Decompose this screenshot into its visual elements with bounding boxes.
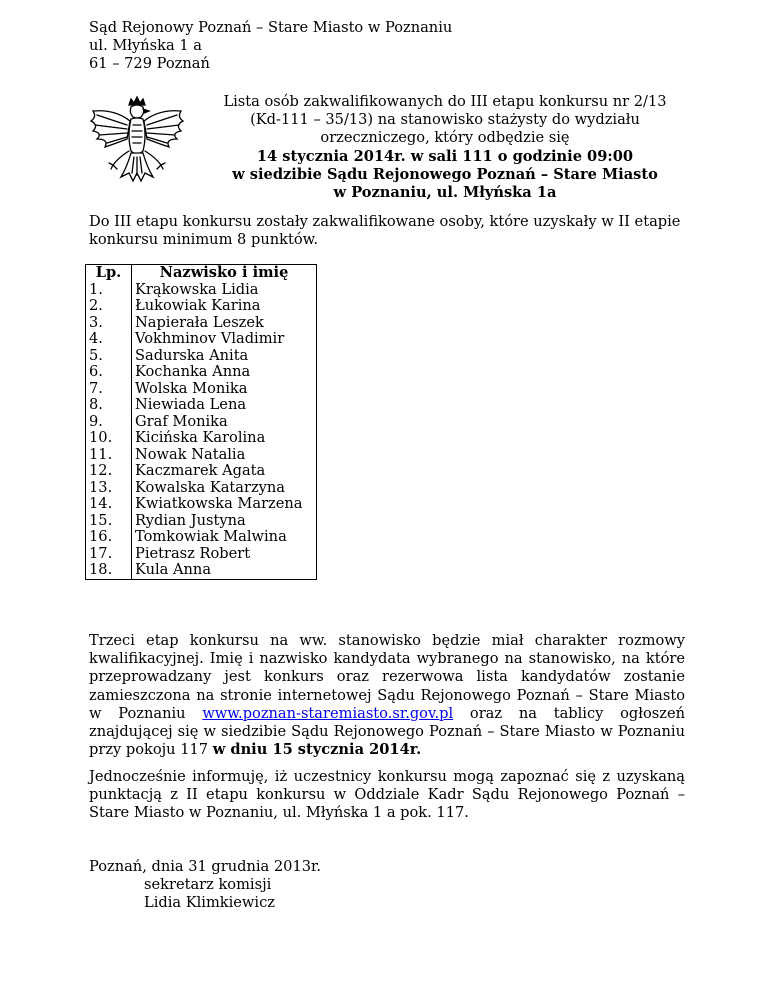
court-name: Sąd Rejonowy Poznań – Stare Miasto w Poznaniu: [89, 19, 453, 36]
candidate-name: Łukowiak Karina: [132, 298, 317, 315]
row-number: 10.: [86, 430, 132, 447]
candidate-name: Kula Anna: [132, 562, 317, 579]
scores-info-paragraph: Jednocześnie informuję, iż uczestnicy konkursu mogą zapoznać się z uzyskaną punktacją z II etapu konkursu w Oddziale Kadr Sądu Rejonowego Poznań – Stare Miasto w Poznaniu, ul. Młyńska 1 a pok. 117.: [89, 768, 685, 822]
row-number: 18.: [86, 562, 132, 579]
column-header-lp: Lp.: [86, 265, 132, 282]
table-header-row: [86, 265, 317, 282]
table-row: [86, 414, 317, 431]
row-number: 8.: [86, 397, 132, 414]
table-row: [86, 513, 317, 530]
candidate-name: Wolska Monika: [132, 381, 317, 398]
candidate-name: Napierała Leszek: [132, 315, 317, 332]
row-number: 11.: [86, 447, 132, 464]
court-address: [89, 19, 452, 74]
polish-eagle-emblem-icon: [87, 95, 187, 187]
table-row: [86, 430, 317, 447]
row-number: 5.: [86, 348, 132, 365]
signer-role: sekretarz komisji: [144, 876, 272, 894]
court-street: ul. Młyńska 1 a: [89, 37, 202, 55]
row-number: 2.: [86, 298, 132, 315]
title-line: Lista osób zakwalifikowanych do III etapu konkursu nr 2/13: [223, 93, 667, 110]
title-venue-line: w siedzibie Sądu Rejonowego Poznań – Stare Miasto: [232, 165, 658, 183]
candidate-name: Tomkowiak Malwina: [132, 529, 317, 546]
document-title: [195, 93, 695, 202]
paragraph-text: Trzeci etap konkursu na ww. stanowisko będzie miał charakter rozmowy kwalifikacyjnej. Imię i nazwisko kandydata wybranego na stanowisko, na które przeprowadzany jest konkurs oraz rezerwowa lista kandydatów zostanie zamieszczona na stronie internetowej Sądu Rejonowego Poznań – Stare Miasto w Poznaniu: [89, 632, 685, 722]
candidate-name: Kowalska Katarzyna: [132, 480, 317, 497]
table-row: [86, 348, 317, 365]
table-row: [86, 298, 317, 315]
signer-name: Lidia Klimkiewicz: [144, 894, 275, 912]
table-row: [86, 364, 317, 381]
row-number: 6.: [86, 364, 132, 381]
table-row: [86, 496, 317, 513]
court-postcode: 61 – 729 Poznań: [89, 55, 210, 73]
candidate-name: Graf Monika: [132, 414, 317, 431]
candidate-name: Sadurska Anita: [132, 348, 317, 365]
table-row: [86, 331, 317, 348]
row-number: 12.: [86, 463, 132, 480]
row-number: 3.: [86, 315, 132, 332]
title-address-line: w Poznaniu, ul. Młyńska 1a: [333, 184, 557, 202]
candidate-name: Kochanka Anna: [132, 364, 317, 381]
table-row: [86, 381, 317, 398]
table-row: [86, 397, 317, 414]
row-number: 7.: [86, 381, 132, 398]
table-row: [86, 282, 317, 299]
row-number: 1.: [86, 282, 132, 299]
table-row: [86, 463, 317, 480]
title-date-line: 14 stycznia 2014r. w sali 111 o godzinie 09:00: [256, 147, 634, 165]
court-website-link[interactable]: www.poznan-staremiasto.sr.gov.pl: [202, 704, 454, 722]
qualified-candidates-table: [85, 264, 317, 580]
row-number: 9.: [86, 414, 132, 431]
row-number: 14.: [86, 496, 132, 513]
table-row: [86, 546, 317, 563]
intro-paragraph: Do III etapu konkursu zostały zakwalifikowane osoby, które uzyskały w II etapie konkursu minimum 8 punktów.: [89, 213, 681, 249]
row-number: 15.: [86, 513, 132, 530]
title-line: orzeczniczego, który odbędzie się: [320, 129, 570, 147]
place-date: Poznań, dnia 31 grudnia 2013r.: [89, 858, 322, 875]
row-number: 13.: [86, 480, 132, 497]
candidate-name: Niewiada Lena: [132, 397, 317, 414]
announcement-date: w dniu 15 stycznia 2014r.: [212, 741, 422, 759]
row-number: 16.: [86, 529, 132, 546]
candidate-name: Kwiatkowska Marzena: [132, 496, 317, 513]
table-row: [86, 480, 317, 497]
signature-block: [89, 858, 321, 913]
candidate-name: Kicińska Karolina: [132, 430, 317, 447]
title-line: (Kd-111 – 35/13) na stanowisko stażysty do wydziału: [250, 111, 640, 129]
table-row: [86, 529, 317, 546]
table-body: [86, 282, 317, 580]
table-row: [86, 315, 317, 332]
candidate-name: Rydian Justyna: [132, 513, 317, 530]
paragraph-text: oraz na tablicy ogłoszeń znajdującej się w siedzibie Sądu Rejonowego Poznań – Stare Miasto w Poznaniu przy pokoju 117: [89, 704, 685, 759]
candidate-name: Nowak Natalia: [132, 447, 317, 464]
candidate-name: Vokhminov Vladimir: [132, 331, 317, 348]
row-number: 17.: [86, 546, 132, 563]
row-number: 4.: [86, 331, 132, 348]
table-row: [86, 562, 317, 579]
candidate-name: Pietrasz Robert: [132, 546, 317, 563]
candidate-name: Kaczmarek Agata: [132, 463, 317, 480]
third-stage-paragraph: [89, 632, 685, 759]
candidate-name: Krąkowska Lidia: [132, 282, 317, 299]
table-row: [86, 447, 317, 464]
column-header-name: Nazwisko i imię: [132, 265, 317, 282]
